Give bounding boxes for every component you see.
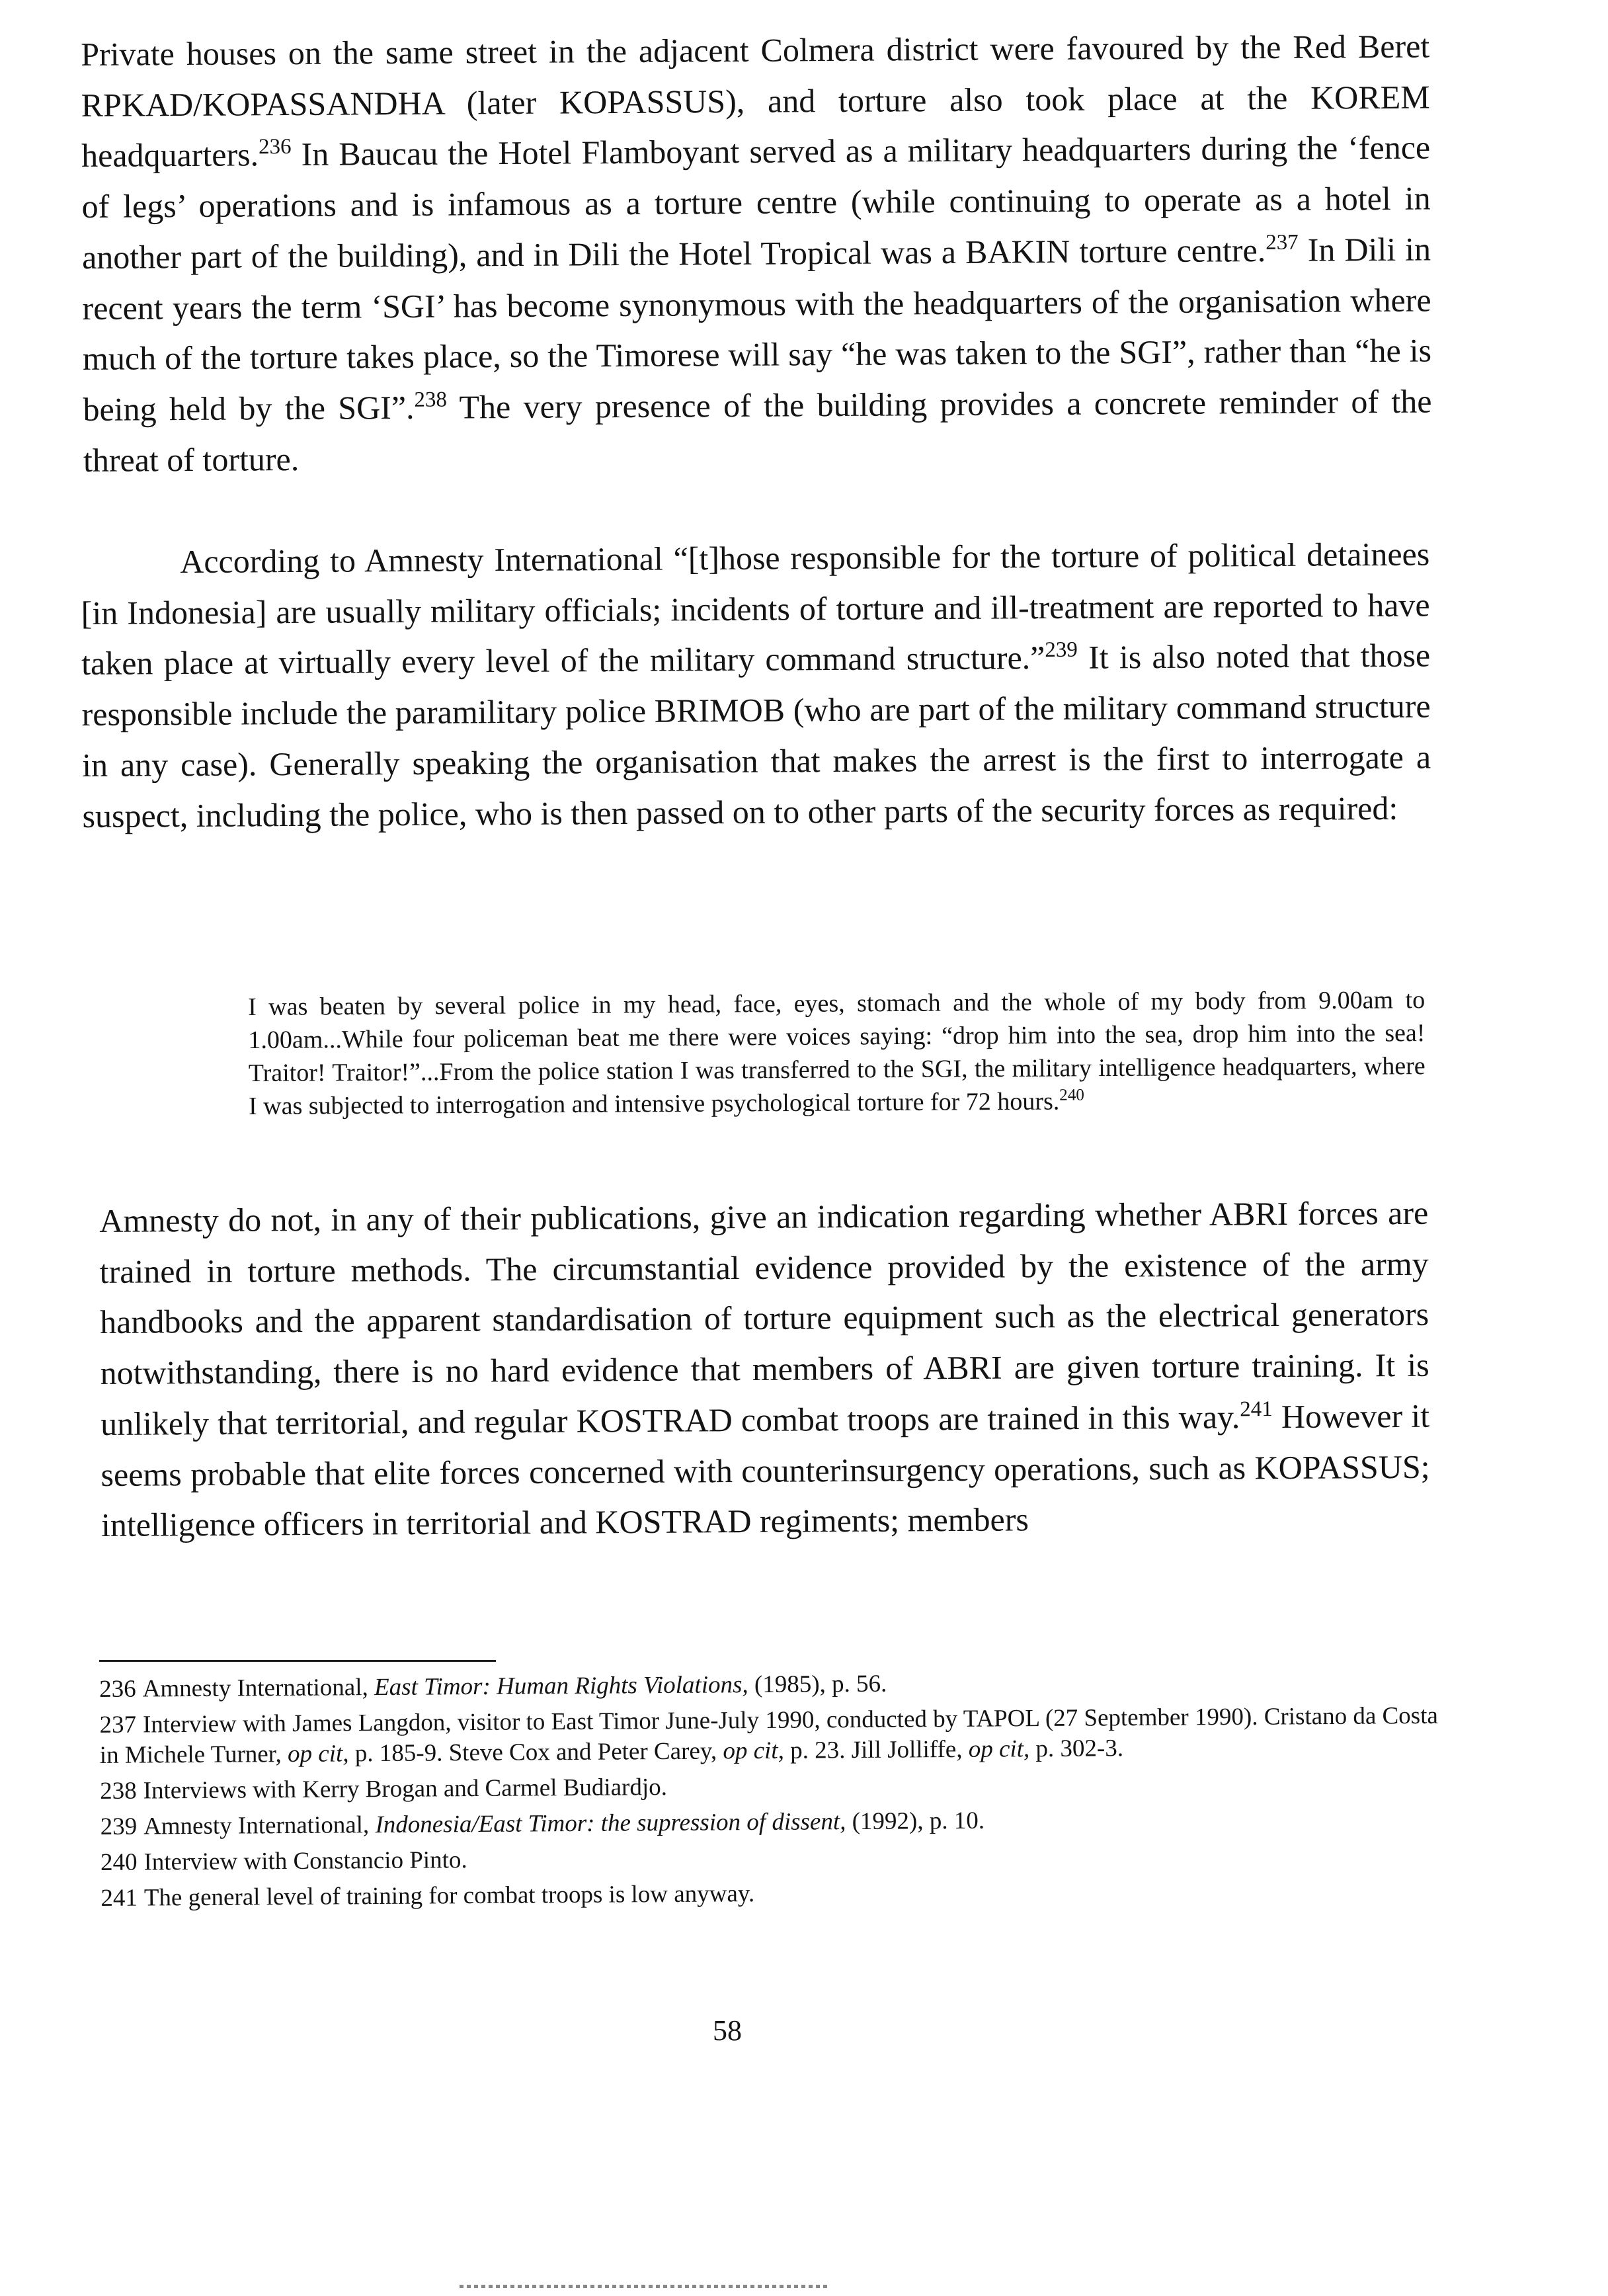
footnote-text: Amnesty International, <box>143 1811 376 1840</box>
footnote-title: op cit, <box>723 1737 785 1765</box>
paragraph-text: Amnesty do not, in any of their publications, give an indication regarding whether ABRI forces are trained in torture methods. The circumstantial evidence provided by the existence of the army handbooks and the apparent standardisation of torture equipment such as the electrical generators notwithstanding, there is no hard evidence that members of ABRI are given torture training. It is unlikely that territorial, and regular KOSTRAD combat troops are trained in this way. <box>99 1194 1429 1442</box>
body-paragraph-2 <box>81 529 1431 842</box>
block-quote <box>248 983 1426 1123</box>
paragraph-text: In Dili in recent years the term ‘SGI’ has become synonymous with the headquarters of the organisation where much of the torture takes place, so the Timorese will say “he was taken to the SGI”, rather than “he is being held by the SGI”. <box>82 230 1432 428</box>
paragraph-text: It is also noted that those responsible include the paramilitary police BRIMOB (who are part of the military command structure in any case). Generally speaking the organisation that makes the arrest is the first to interrogate a suspect, including the police, who is then passed on to other parts of the security forces as required: <box>81 636 1431 835</box>
footnote-241 <box>100 1874 1443 1914</box>
paragraph-text: In Baucau the Hotel Flamboyant served as a military headquarters during the ‘fence of legs’ operations and is infamous as a torture centre (while continuing to operate as a hotel in another part of the building), and in Dili the Hotel Tropical was a BAKIN torture centre. <box>81 128 1431 276</box>
footnote-text: The general level of training for combat troops is low anyway. <box>143 1880 755 1912</box>
footnote-number: 237 <box>99 1711 137 1739</box>
body-paragraph-1 <box>81 21 1432 486</box>
quote-text: I was beaten by several police in my head, face, eyes, stomach and the whole of my body from 9.00am to 1.00am...While four policeman beat me there were voices saying: “drop him into the sea, drop him into the sea! Traitor! Traitor!”...From the police station I was transferred to the SGI, the military intelligence headquarters, where I was subjected to interrogation and intensive psychological torture for 72 hours. <box>248 986 1426 1120</box>
footnote-ref-239: 239 <box>1045 638 1078 663</box>
footnote-separator <box>99 1660 496 1662</box>
footnotes <box>99 1665 1443 1919</box>
footnote-number: 241 <box>100 1884 138 1912</box>
footnote-number: 239 <box>100 1813 138 1840</box>
footnote-ref-240: 240 <box>1059 1086 1084 1104</box>
footnote-number: 236 <box>99 1675 136 1703</box>
footnote-240 <box>100 1838 1443 1878</box>
footnote-number: 240 <box>100 1848 138 1876</box>
paragraph-text: According to Amnesty International “[t]hose responsible for the torture of political detainees [in Indonesia] are usually military officials; incidents of torture and ill-treatment are reported to have taken place at virtually every level of the military command structure.” <box>81 535 1430 682</box>
scan-artifact <box>460 2285 830 2288</box>
footnote-title: op cit, <box>287 1740 349 1768</box>
footnote-237 <box>99 1701 1442 1771</box>
footnote-ref-241: 241 <box>1240 1397 1273 1422</box>
body-paragraph-3 <box>99 1188 1430 1551</box>
paragraph-text: The very presence of the building provides a concrete reminder of the threat of torture. <box>83 382 1432 479</box>
footnote-ref-238: 238 <box>414 388 448 412</box>
footnote-239 <box>100 1803 1442 1842</box>
footnote-ref-237: 237 <box>1266 230 1299 255</box>
footnote-text: (1992), p. 10. <box>846 1807 985 1836</box>
footnote-text: Amnesty International, <box>142 1674 375 1703</box>
page-number: 58 <box>713 2014 742 2047</box>
footnote-title: Indonesia/East Timor: the supression of dissent, <box>375 1808 846 1839</box>
footnote-text: p. 185-9. Steve Cox and Peter Carey, <box>348 1737 723 1768</box>
footnote-text: Interviews with Kerry Brogan and Carmel Budiardjo. <box>143 1774 668 1805</box>
footnote-ref-236: 236 <box>258 135 292 159</box>
footnote-236 <box>99 1665 1441 1705</box>
footnote-number: 238 <box>100 1777 137 1805</box>
footnote-title: East Timor: Human Rights Violations, <box>374 1671 748 1702</box>
footnote-title: op cit, <box>968 1735 1030 1763</box>
footnote-text: (1985), p. 56. <box>748 1670 887 1699</box>
paragraph-text: However it seems probable that elite forces concerned with counterinsurgency operations, such as KOPASSUS; intelligence officers in territorial and KOSTRAD regiments; members <box>100 1397 1430 1544</box>
footnote-text: p. 302-3. <box>1029 1735 1124 1763</box>
footnote-238 <box>100 1767 1442 1807</box>
paragraph-text: Private houses on the same street in the adjacent Colmera district were favoured by the Red Beret RPKAD/KOPASSANDHA (later KOPASSUS), and torture also took place at the KOREM headquarters. <box>81 27 1430 175</box>
footnote-text: Interview with Constancio Pinto. <box>143 1846 467 1876</box>
footnote-text: p. 23. Jill Jolliffe, <box>784 1735 969 1764</box>
footnote-text: Interview with James Langdon, visitor to East Timor June-July 1990, conducted by TAPOL (27 September 1990). Cristano da Costa in Michele Turner, <box>99 1702 1438 1769</box>
